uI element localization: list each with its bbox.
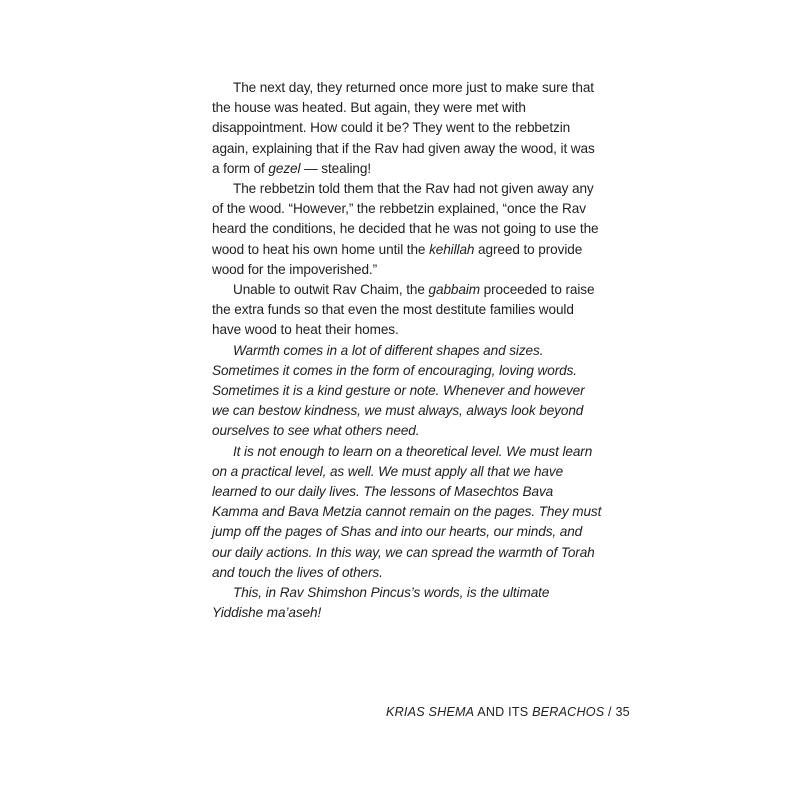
paragraph-2-text-b: agreed to provide wood for the impoverished.” [212, 241, 583, 277]
paragraph-1 [212, 78, 602, 179]
paragraph-2 [212, 179, 602, 280]
paragraph-2-text-a: The rebbetzin told them that the Rav had not given away any of the wood. “However,” the rebbetzin explained, “once the Rav heard the conditions, he decided that he was not going to use the wood to heat his own home until the [212, 181, 599, 257]
paragraph-5: It is not enough to learn on a theoretical level. We must learn on a practical level, as well. We must apply all that we have learned to our daily lives. The lessons of Masechtos Bava Kamma and Bava Metzia cannot remain on the pages. They must jump off the pages of Shas and into our hearts, our minds, and our daily actions. In this way, we can spread the warmth of Torah and touch the lives of others. [212, 443, 602, 580]
paragraph-1-italic-term: gezel [268, 160, 301, 176]
paragraph-3-text-b: proceeded to raise the extra funds so that even the most destitute families would have wood to heat their homes. [212, 282, 595, 338]
paragraph-2-italic-term: kehillah [429, 241, 475, 257]
footer-separator: / [604, 705, 616, 719]
page-number: 35 [615, 705, 630, 719]
paragraph-3 [212, 280, 602, 341]
footer-title-part-1: KRIAS SHEMA [386, 705, 475, 719]
paragraph-6: This, in Rav Shimshon Pincus’s words, is the ultimate Yiddishe ma’aseh! [212, 585, 550, 621]
paragraph-3-italic-term: gabbaim [428, 282, 480, 298]
paragraph-4: Warmth comes in a lot of different shapes and sizes. Sometimes it comes in the form of encouraging, loving words. Sometimes it is a kind gesture or note. Whenever and however we can bestow kindness, we must always, always look beyond ourselves to see what others need. [212, 342, 585, 439]
footer-title-connector: AND ITS [474, 705, 533, 719]
body-text [212, 78, 602, 623]
running-footer [386, 705, 630, 719]
footer-title-part-2: BERACHOS [532, 705, 605, 719]
paragraph-3-text-a: Unable to outwit Rav Chaim, the [233, 282, 429, 298]
paragraph-1-text-a: The next day, they returned once more just to make sure that the house was heated. But again, they were met with disappointment. How could it be? They went to the rebbetzin again, explaining that if the Rav had given away the wood, it was a form of [212, 80, 595, 176]
paragraph-1-text-b: — stealing! [300, 160, 372, 176]
